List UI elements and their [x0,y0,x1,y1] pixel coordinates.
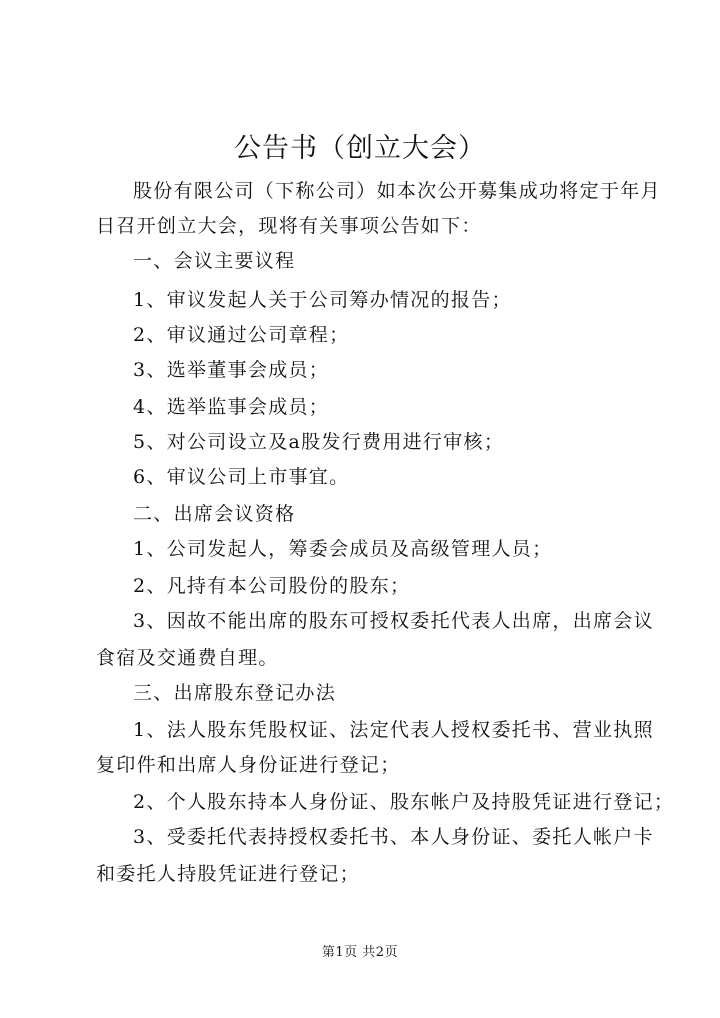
page-title: 公告书（创立大会） [234,133,486,164]
paragraph-line: 股份有限公司（下称公司）如本次公开募集成功将定于年月 [133,180,661,202]
section-heading: 三、出席股东登记办法 [133,682,337,704]
list-item-continuation: 复印件和出席人身份证进行登记； [96,754,401,776]
list-item-continuation: 和委托人持股凭证进行登记； [96,863,360,885]
section-heading: 二、出席会议资格 [133,503,296,525]
list-item: 2、凡持有本公司股份的股东； [133,575,411,597]
list-item: 4、选举监事会成员； [133,396,330,418]
list-item: 2、审议通过公司章程； [133,324,350,346]
list-item: 1、公司发起人，筹委会成员及高级管理人员； [133,538,553,560]
list-item: 3、选举董事会成员； [133,359,330,381]
list-item: 6、审议公司上市事宜。 [133,466,350,488]
list-item: 5、对公司设立及a股发行费用进行审核； [133,431,505,453]
list-item: 1、法人股东凭股权证、法定代表人授权委托书、营业执照 [133,719,654,741]
list-item: 2、个人股东持本人身份证、股东帐户及持股凭证进行登记； [133,791,675,813]
list-item: 3、受委托代表持授权委托书、本人身份证、委托人帐户卡 [133,826,654,848]
list-item: 3、因故不能出席的股东可授权委托代表人出席，出席会议 [133,610,654,632]
page-footer: 第1页 共2页 [321,945,399,960]
paragraph-line: 日召开创立大会，现将有关事项公告如下： [96,215,482,237]
list-item: 1、审议发起人关于公司筹办情况的报告； [133,289,512,311]
list-item-continuation: 食宿及交通费自理。 [96,647,279,669]
section-heading: 一、会议主要议程 [133,250,296,272]
